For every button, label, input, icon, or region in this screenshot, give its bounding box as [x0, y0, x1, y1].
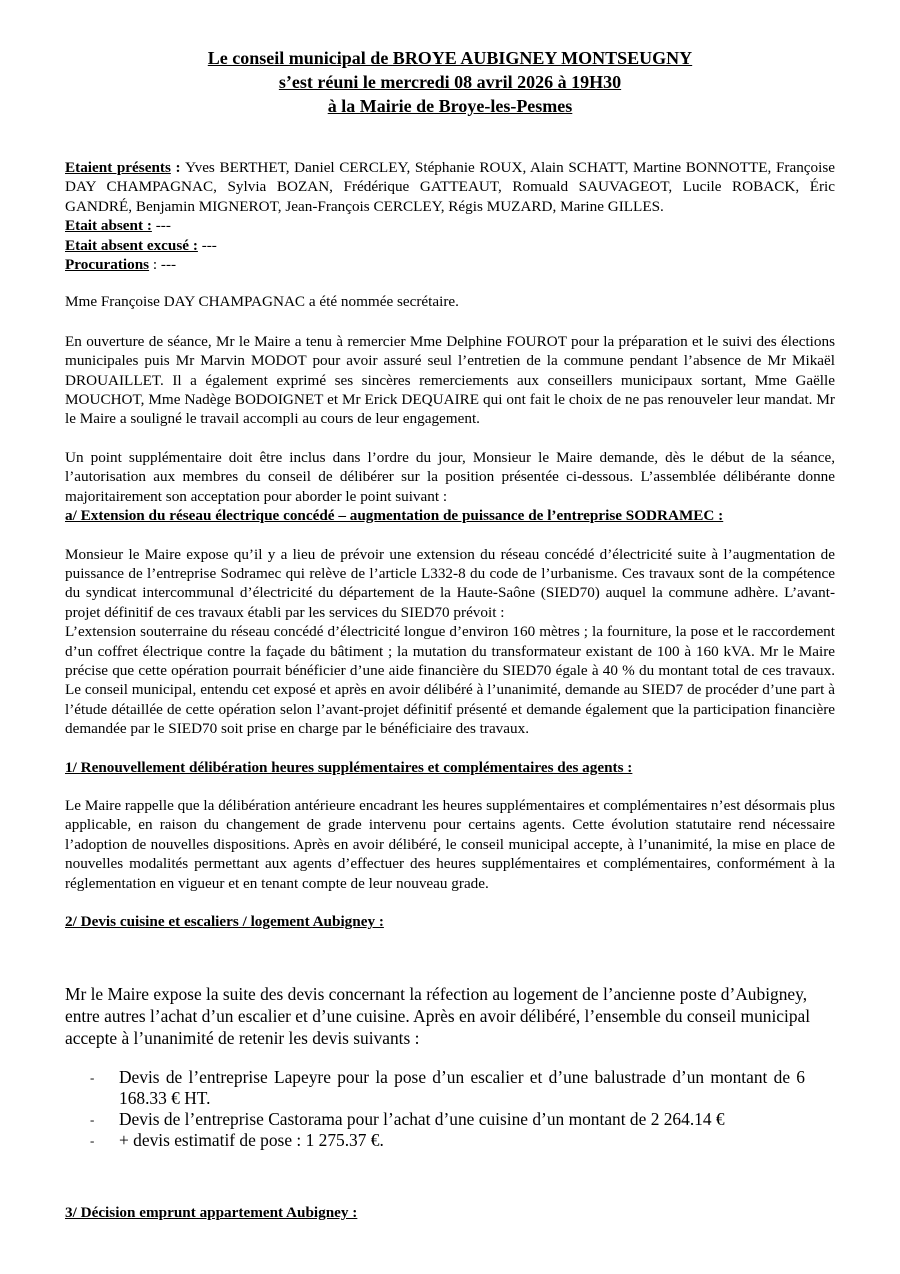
section-1-paragraph: Le Maire rappelle que la délibération antérieure encadrant les heures supplémentaires et complémentaires n’est désormais plus applicable, en raison du changement de grade intervenu pour certains agents. Cette évolution statutaire rend nécessaire l’adoption de nouvelles dispositions. Après en avoir délibéré, le conseil municipal accepte, à l’unanimité, la mise en place de nouvelles modalités permettant aux agents d’effectuer des heures supplémentaires et complémentaires, conformément à la réglementation en vigueur et en tenant compte de leur nouveau grade.	[65, 796, 835, 892]
present-sep: :	[170, 159, 186, 176]
excused-label: Etait absent excusé :	[65, 236, 198, 254]
extra-point-paragraph: Un point supplémentaire doit être inclus dans l’ordre du jour, Monsieur le Maire demande, dès le début de la séance, l’autorisation aux membres du conseil de délibérer sur la position présentée ci-dessous. L’assemblée délibérante donne majoritairement son acceptation pour aborder le point suivant :	[65, 448, 835, 505]
section-a-paragraph-1: Monsieur le Maire expose qu’il y a lieu de prévoir une extension du réseau concédé d’électricité suite à l’augmentation de puissance de l’entreprise Sodramec qui relève de l’article L332-8 du code de l’urbanisme. Ces travaux sont de la compétence du syndicat intercommunal d’électricité du département de la Haute-Saône (SIED70) auquel la commune adhère. L’avant-projet définitif de ces travaux établi par les services du SIED70 prévoit :	[65, 545, 835, 621]
present-list	[65, 158, 835, 216]
title-line-3: à la Mairie de Broye-les-Pesmes	[327, 96, 573, 116]
bullet: -	[90, 1133, 95, 1149]
quote-item	[65, 1109, 805, 1130]
proxies-line	[65, 255, 835, 274]
excused-line	[65, 236, 835, 255]
quote-item-text: Devis de l’entreprise Lapeyre pour la pose d’un escalier et d’une balustrade d’un montant de 6 168.33 € HT.	[119, 1067, 805, 1109]
section-1-heading: 1/ Renouvellement délibération heures supplémentaires et complémentaires des agents :	[65, 758, 633, 776]
section-3-heading: 3/ Décision emprunt appartement Aubigney :	[65, 1204, 358, 1222]
absent-label: Etait absent :	[65, 217, 152, 235]
quote-item-text: Devis de l’entreprise Castorama pour l’achat d’une cuisine d’un montant de 2 264.14 €	[119, 1109, 725, 1130]
absent-value: ---	[151, 217, 171, 235]
present-label: Etaient présents	[65, 159, 171, 176]
opening-paragraph: En ouverture de séance, Mr le Maire a tenu à remercier Mme Delphine FOUROT pour la préparation et le suivi des élections municipales puis Mr Marvin MODOT pour avoir assuré seul l’entretien de la commune pendant l’absence de Mr Mikaël DROUAILLET. Il a également exprimé ses sincères remerciements aux conseillers municipaux sortant, Mme Gaëlle MOUCHOT, Mme Nadège BODOIGNET et Mr Erick DEQUAIRE qui ont fait le choix de ne pas renouveler leur mandat. Mr le Maire a souligné le travail accompli au cours de leur engagement.	[65, 332, 835, 428]
title-line-1: Le conseil municipal de BROYE AUBIGNEY MONTSEUGNY	[207, 48, 693, 68]
bullet: -	[90, 1112, 95, 1128]
section-a-paragraph-2: L’extension souterraine du réseau concédé d’électricité longue d’environ 160 mètres ; la fourniture, la pose et le raccordement d’un coffret électrique contre la façade du bâtiment ; la mutation du transformateur existant de 100 à 160 kVA. Mr le Maire précise que cette opération pourrait bénéficier d’une aide financière du SIED70 égale à 40 % du montant total de ces travaux. Le conseil municipal, entendu cet exposé et après en avoir délibéré à l’unanimité, demande au SIED7 de procéder d’une part à l’étude détaillée de cette opération selon l’avant-projet définitif présenté et demande également que la participation financière demandée par le SIED70 soit prise en charge par le bénéficiaire des travaux.	[65, 623, 835, 738]
present-names: Yves BERTHET, Daniel CERCLEY, Stéphanie ROUX, Alain SCHATT, Martine BONNOTTE, Françoise DAY CHAMPAGNAC, Sylvia BOZAN, Frédérique GATTEAUT, Romuald SAUVAGEOT, Lucile ROBACK, Éric GANDRÉ, Benjamin MIGNEROT, Jean-François CERCLEY, Régis MUZARD, Marine GILLES.	[65, 159, 836, 215]
quote-item	[65, 1067, 805, 1109]
document-title	[65, 46, 835, 118]
proxies-value: : ---	[149, 256, 177, 274]
excused-value: ---	[197, 236, 217, 254]
section-a-heading: a/ Extension du réseau électrique concédé – augmentation de puissance de l’entreprise SODRAMEC :	[65, 507, 724, 525]
quote-item-text: + devis estimatif de pose : 1 275.37 €.	[119, 1130, 384, 1151]
quotes-list	[65, 1067, 805, 1151]
section-2-heading: 2/ Devis cuisine et escaliers / logement Aubigney :	[65, 913, 384, 930]
attendance	[65, 158, 835, 274]
bullet: -	[90, 1070, 95, 1086]
section-2-paragraph: Mr le Maire expose la suite des devis concernant la réfection au logement de l’ancienne poste d’Aubigney, entre autres l’achat d’un escalier et d’une cuisine. Après en avoir délibéré, l’ensemble du conseil municipal accepte à l’unanimité de retenir les devis suivants :	[65, 984, 811, 1049]
proxies-label: Procurations	[65, 256, 150, 274]
quote-item	[65, 1130, 805, 1151]
secretary-paragraph: Mme Françoise DAY CHAMPAGNAC a été nommée secrétaire.	[65, 293, 459, 311]
absent-line	[65, 216, 835, 235]
title-line-2: s’est réuni le mercredi 08 avril 2026 à 19H30	[278, 72, 622, 92]
